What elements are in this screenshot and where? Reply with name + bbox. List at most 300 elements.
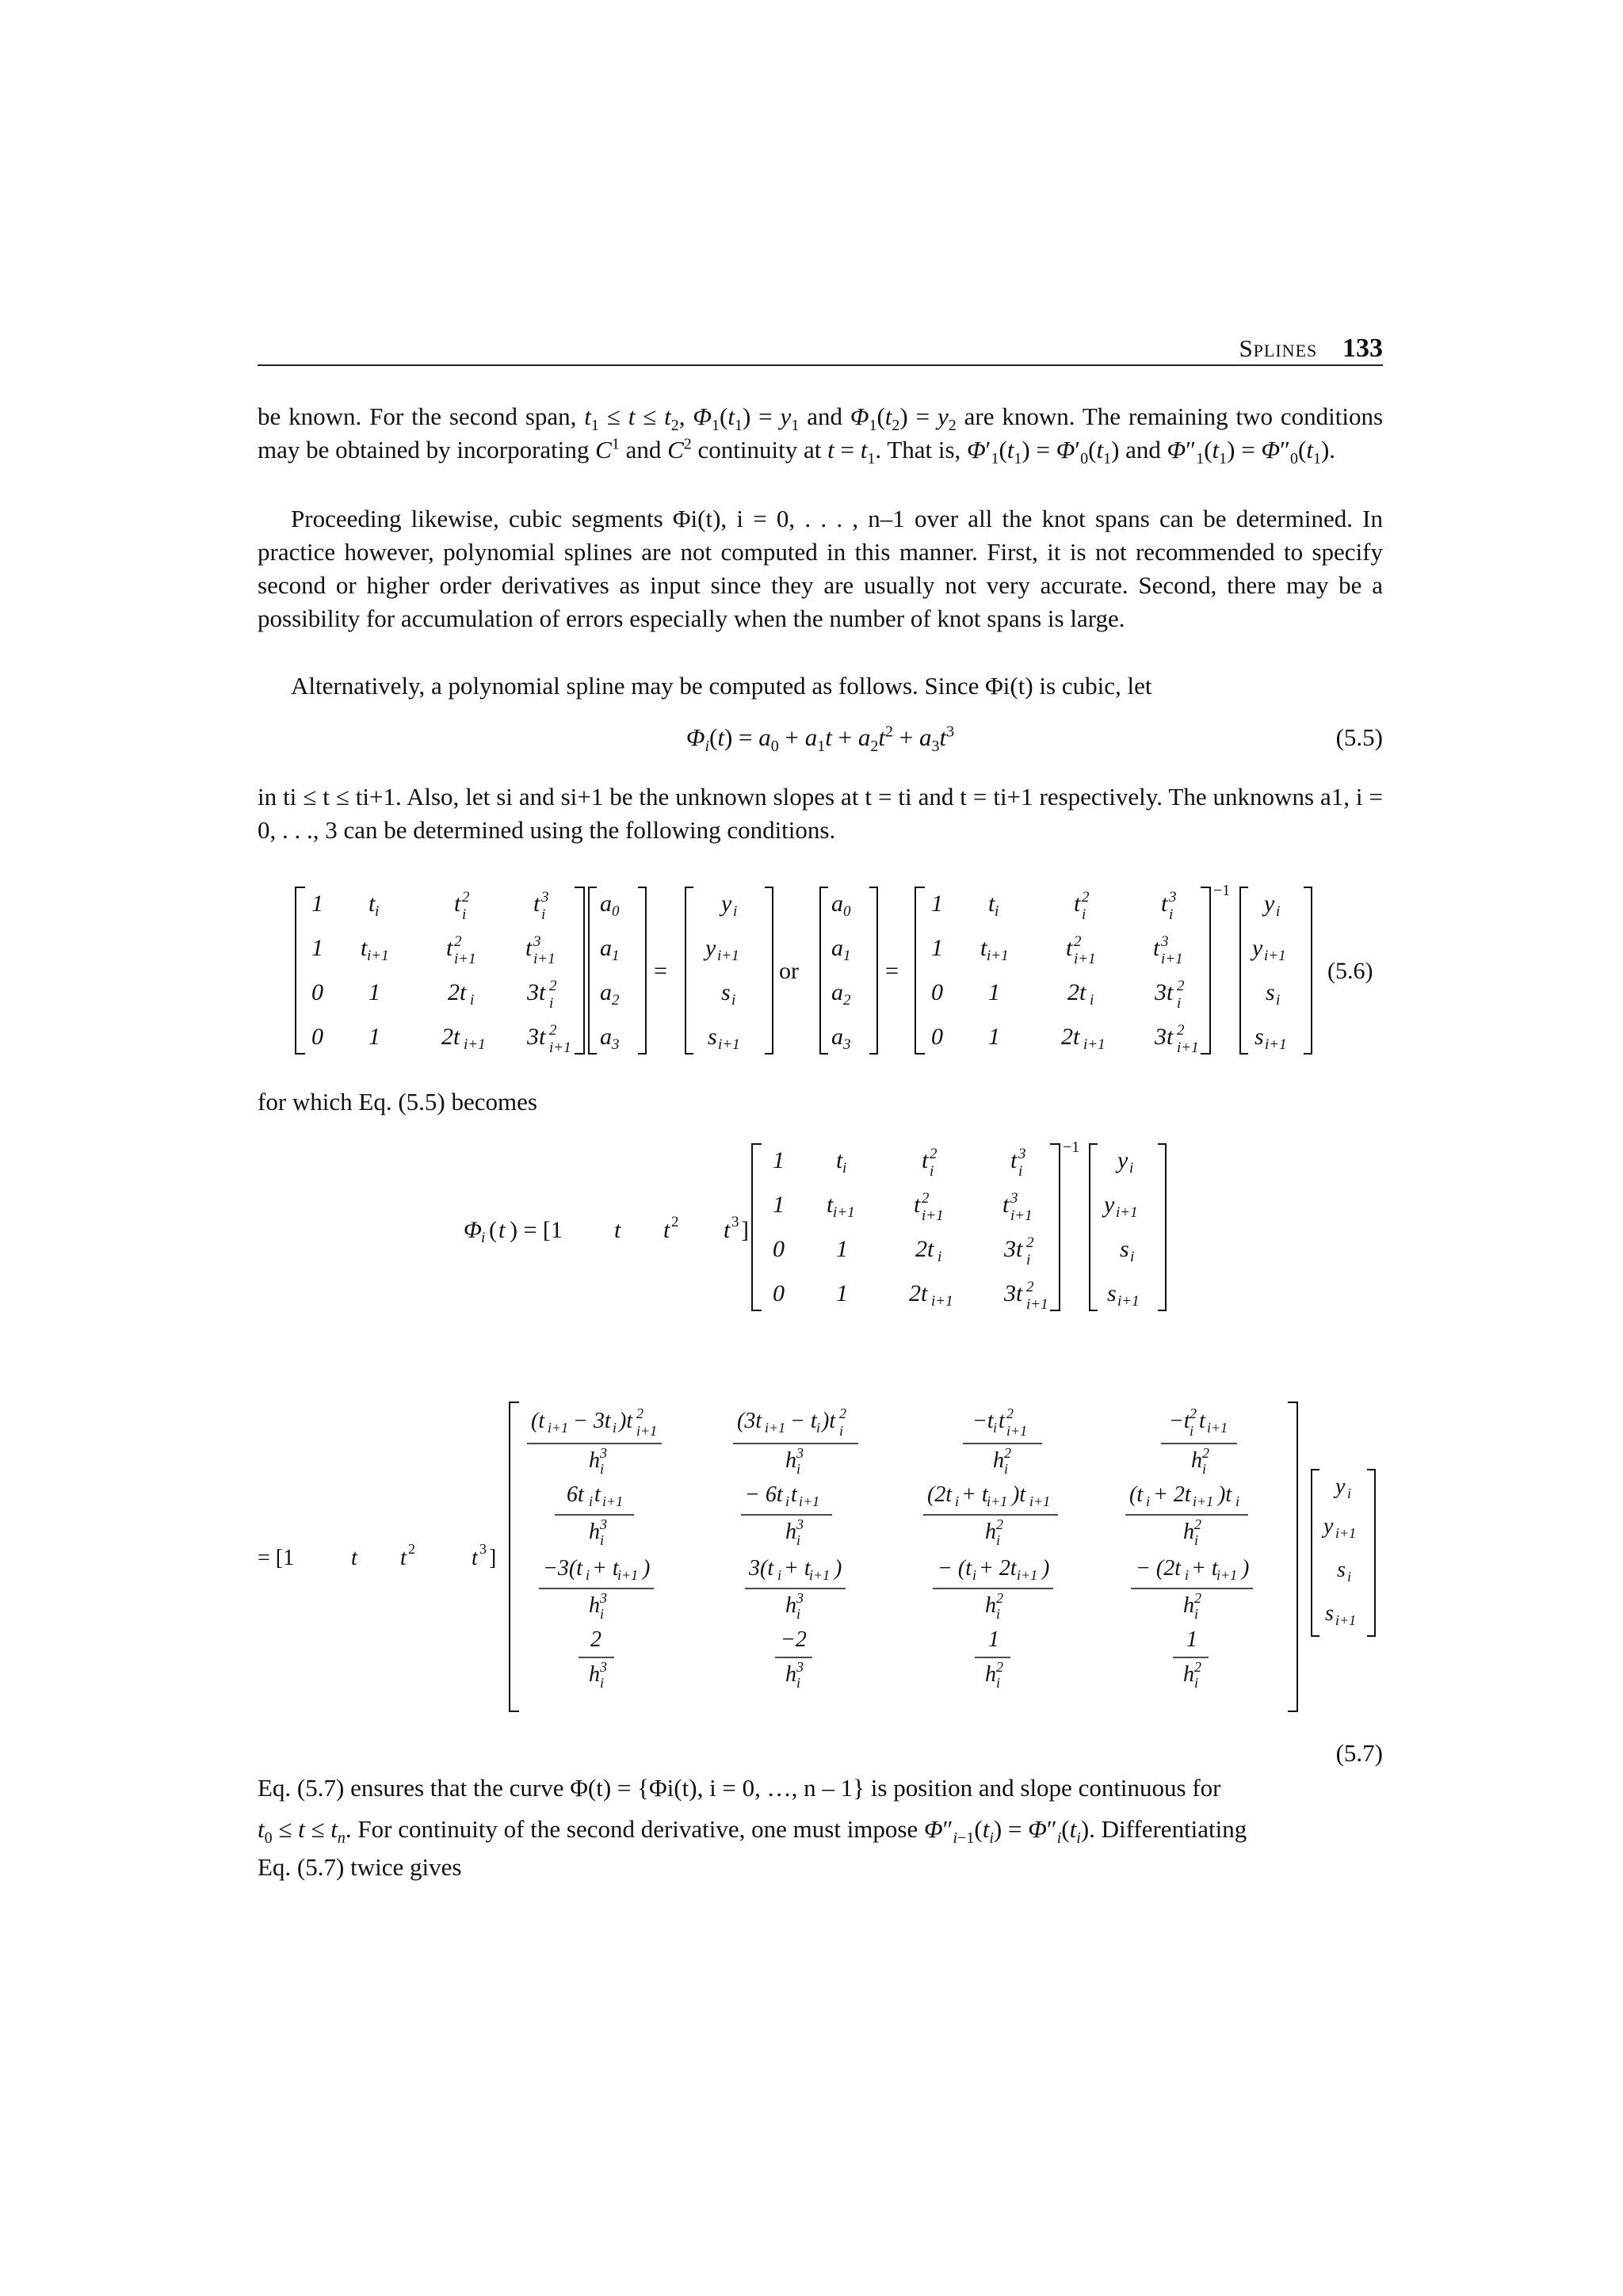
- paragraph-1: be known. For the second span, $t_1 \le t \le t_2$, $\Phi_1(t_1) = y_1$ and $\Phi_1(t_2) = y_2$ are known. The remaining two conditions may be obtained by incorporating $C^1$ and $C^2$ continuity at $t = t_1$. That is, $\Phi'_1(t_1) = \Phi'_0(t_1)$ and $\Phi''_1(t_1) = \Phi''_0(t_1)$.: [258, 402, 1384, 468]
- svg-text:0: 0: [773, 1236, 785, 1262]
- svg-text:1: 1: [931, 891, 943, 917]
- svg-text:−3(t: −3(t: [543, 1556, 582, 1581]
- svg-text:3: 3: [600, 1590, 607, 1606]
- svg-text:i+1: i+1: [718, 1036, 740, 1053]
- svg-text:2t: 2t: [1067, 979, 1086, 1005]
- svg-text:i+1: i+1: [1335, 1525, 1357, 1541]
- svg-text:−t: −t: [1169, 1409, 1190, 1433]
- svg-text:2: 2: [1202, 1445, 1209, 1461]
- svg-text:2t: 2t: [441, 1024, 460, 1050]
- svg-text:t: t: [827, 1192, 834, 1218]
- svg-text:t: t: [351, 1546, 357, 1570]
- svg-text:2: 2: [922, 1190, 930, 1207]
- svg-text:i: i: [731, 992, 736, 1009]
- svg-text:): ): [834, 1556, 842, 1581]
- svg-text:− 3t: − 3t: [573, 1409, 611, 1433]
- svg-text:6t: 6t: [567, 1482, 584, 1507]
- svg-text:i: i: [462, 906, 467, 923]
- svg-text:i: i: [375, 903, 380, 920]
- svg-text:3: 3: [541, 889, 549, 906]
- svg-text:3t: 3t: [1155, 979, 1174, 1005]
- svg-text:i: i: [1235, 1493, 1240, 1509]
- svg-text:3: 3: [1161, 933, 1169, 950]
- running-head: [258, 333, 1383, 366]
- svg-text:2: 2: [636, 1405, 643, 1421]
- svg-text:s: s: [1325, 1601, 1334, 1626]
- svg-text:2: 2: [549, 1022, 557, 1039]
- svg-text:i+1: i+1: [1006, 1423, 1028, 1439]
- equation-5-7: [258, 1394, 1383, 1727]
- svg-text:h: h: [589, 1520, 600, 1544]
- svg-text:i: i: [930, 1163, 934, 1180]
- svg-text:(t: (t: [531, 1409, 545, 1433]
- svg-text:3t: 3t: [527, 979, 546, 1005]
- svg-text:i: i: [1276, 903, 1281, 920]
- svg-text:t: t: [1074, 891, 1081, 917]
- svg-text:i: i: [586, 1567, 590, 1583]
- svg-text:i: i: [796, 1675, 801, 1691]
- svg-text:1: 1: [612, 948, 620, 964]
- svg-text:t: t: [999, 1409, 1005, 1433]
- svg-text:i+1: i+1: [549, 1039, 571, 1056]
- svg-text:h: h: [785, 1593, 796, 1618]
- svg-text:i: i: [589, 1493, 594, 1509]
- svg-text:i+1: i+1: [636, 1423, 658, 1439]
- svg-text:i+1: i+1: [1026, 1296, 1048, 1313]
- svg-text:i: i: [1177, 995, 1182, 1012]
- paragraph-6d: Eq. (5.7) twice gives: [258, 1853, 462, 1881]
- svg-text:h: h: [589, 1593, 600, 1618]
- svg-text:a: a: [831, 935, 843, 961]
- svg-text:2: 2: [843, 992, 851, 1009]
- svg-text:t: t: [525, 935, 533, 961]
- svg-text:h: h: [1183, 1520, 1194, 1544]
- svg-text:3t: 3t: [527, 1024, 546, 1050]
- svg-text:i+1: i+1: [464, 1036, 486, 1053]
- svg-text:2: 2: [1190, 1405, 1197, 1421]
- svg-text:s: s: [721, 979, 731, 1005]
- svg-text:h: h: [1183, 1593, 1194, 1618]
- svg-text:i: i: [996, 1532, 1001, 1548]
- paragraph-3: Alternatively, a polynomial spline may be computed as follows. Since Φi(t) is cubic, let: [291, 672, 1152, 700]
- svg-text:a: a: [831, 979, 843, 1005]
- svg-text:i: i: [1194, 1532, 1199, 1548]
- svg-text:i: i: [1347, 1569, 1352, 1585]
- svg-text:0: 0: [773, 1280, 785, 1306]
- svg-text:t: t: [791, 1482, 797, 1507]
- or-word: or: [779, 958, 799, 984]
- svg-text:1: 1: [931, 935, 943, 961]
- svg-text:i: i: [600, 1606, 605, 1622]
- svg-text:(: (: [489, 1217, 497, 1243]
- svg-text:t: t: [988, 891, 995, 917]
- svg-text:=: =: [885, 958, 899, 984]
- svg-text:i: i: [993, 1420, 998, 1436]
- svg-text:i+1: i+1: [1177, 1039, 1199, 1056]
- svg-text:i: i: [1130, 1249, 1135, 1265]
- svg-text:i: i: [733, 903, 738, 920]
- svg-text:3: 3: [600, 1445, 607, 1461]
- svg-text:2: 2: [1026, 1279, 1034, 1295]
- svg-text:2t: 2t: [909, 1280, 928, 1306]
- svg-text:1: 1: [988, 1627, 999, 1652]
- svg-text:2: 2: [612, 992, 620, 1009]
- svg-text:t: t: [663, 1217, 670, 1243]
- svg-text:i: i: [839, 1423, 844, 1439]
- svg-text:3: 3: [796, 1445, 804, 1461]
- svg-text:t: t: [1010, 1147, 1018, 1173]
- svg-text:i+1: i+1: [765, 1420, 786, 1436]
- svg-text:+ t: + t: [592, 1556, 619, 1581]
- paragraph-2: Proceeding likewise, cubic segments Φi(t), i = 0, . . . , n–1 over all the knot spans can be determined. In practice however, polynomial splines are not computed in this manner. First, it is not recommended to specify second or higher order derivatives as input since they are usually not very accurate. Second, there may be a possibility for accumulation of errors especially when the number of knot spans is large.: [258, 505, 1383, 632]
- svg-text:i: i: [796, 1532, 801, 1548]
- svg-text:t: t: [1153, 935, 1160, 961]
- equation-number: (5.6): [1327, 958, 1373, 984]
- svg-text:3: 3: [731, 1214, 739, 1230]
- svg-text:i: i: [1018, 1163, 1023, 1180]
- svg-text:i+1: i+1: [799, 1493, 820, 1509]
- svg-text:3: 3: [600, 1516, 607, 1532]
- svg-text:t: t: [922, 1147, 929, 1173]
- svg-text:2: 2: [930, 1146, 938, 1162]
- svg-text:− (t: − (t: [938, 1556, 972, 1581]
- svg-text:t: t: [369, 891, 376, 917]
- svg-text:s: s: [1337, 1558, 1346, 1582]
- svg-text:y: y: [721, 891, 732, 917]
- svg-text:)t: )t: [1218, 1482, 1232, 1507]
- svg-text:i: i: [842, 1160, 847, 1177]
- svg-text:i: i: [955, 1493, 960, 1509]
- svg-text:3t: 3t: [1004, 1236, 1023, 1262]
- svg-text:i: i: [796, 1606, 801, 1622]
- svg-text:t: t: [533, 891, 540, 917]
- svg-text:i+1: i+1: [717, 948, 739, 964]
- svg-text:−1: −1: [1213, 882, 1231, 899]
- svg-text:1: 1: [369, 979, 380, 1005]
- svg-text:i+1: i+1: [833, 1204, 855, 1221]
- svg-text:i: i: [1190, 1423, 1194, 1439]
- svg-text:3: 3: [1018, 1146, 1026, 1162]
- svg-text:i: i: [1194, 1606, 1199, 1622]
- svg-text:i+1: i+1: [987, 948, 1009, 964]
- paragraph-5: for which Eq. (5.5) becomes: [258, 1088, 537, 1116]
- svg-text:i: i: [541, 906, 546, 923]
- svg-text:h: h: [589, 1448, 600, 1473]
- svg-text:1: 1: [836, 1280, 848, 1306]
- svg-text:i: i: [1185, 1567, 1190, 1583]
- paragraph-6b: $t_0 \le t \le t_n$. For continuity of the second derivative, one must impose $\Phi''_{i-1}(t_i) = \Phi''_i(t_i)$. Differentiating: [258, 1815, 1247, 1848]
- svg-text:y: y: [1117, 1147, 1128, 1173]
- equation-5-5: $\Phi_i(t) = a_0 + a_1t + a_2t^2 + a_3t^3$ (5.5): [258, 721, 1383, 754]
- svg-text:i+1: i+1: [1083, 1036, 1106, 1053]
- svg-text:i+1: i+1: [367, 948, 389, 964]
- svg-text:i+1: i+1: [1161, 951, 1183, 967]
- svg-text:i: i: [1202, 1461, 1207, 1477]
- svg-text:3: 3: [600, 1659, 607, 1675]
- svg-text:a: a: [600, 891, 612, 917]
- svg-text:t: t: [1066, 935, 1073, 961]
- svg-text:i+1: i+1: [987, 1493, 1008, 1509]
- svg-text:)t: )t: [822, 1409, 836, 1433]
- svg-text:t: t: [498, 1217, 506, 1243]
- svg-text:= [1: = [1: [258, 1546, 295, 1570]
- svg-text:]: ]: [741, 1217, 749, 1243]
- svg-text:i+1: i+1: [1117, 1293, 1140, 1310]
- svg-text:2: 2: [1074, 933, 1082, 950]
- svg-text:2: 2: [549, 978, 557, 994]
- svg-text:+ t: + t: [1191, 1556, 1218, 1581]
- svg-text:(t: (t: [1129, 1482, 1144, 1507]
- svg-text:a: a: [600, 935, 612, 961]
- svg-text:h: h: [1183, 1662, 1194, 1687]
- svg-text:t: t: [400, 1546, 407, 1570]
- svg-text:3: 3: [796, 1516, 804, 1532]
- svg-text:t: t: [594, 1482, 601, 1507]
- svg-text:i+1: i+1: [1010, 1207, 1033, 1224]
- paragraph-6a: Eq. (5.7) ensures that the curve Φ(t) = {Φi(t), i = 0, …, n – 1} is position and slope continuous for: [258, 1774, 1221, 1802]
- svg-text:s: s: [1254, 1024, 1264, 1050]
- svg-text:2: 2: [996, 1516, 1003, 1532]
- svg-text:i: i: [996, 1675, 1001, 1691]
- svg-text:i+1: i+1: [1017, 1567, 1038, 1583]
- svg-text:h: h: [589, 1662, 600, 1687]
- svg-text:i: i: [1082, 906, 1086, 923]
- svg-text:i+1: i+1: [1193, 1493, 1214, 1509]
- svg-text:h: h: [1191, 1448, 1202, 1473]
- svg-text:3: 3: [479, 1541, 487, 1557]
- svg-text:1: 1: [773, 1147, 785, 1173]
- svg-text:− t: − t: [790, 1409, 817, 1433]
- svg-text:i: i: [1090, 992, 1094, 1009]
- svg-text:i: i: [796, 1461, 801, 1477]
- svg-text:i: i: [481, 1230, 486, 1246]
- svg-text:y: y: [1264, 891, 1275, 917]
- svg-text:t: t: [446, 935, 453, 961]
- svg-text:t: t: [724, 1217, 731, 1243]
- svg-text:h: h: [785, 1448, 796, 1473]
- svg-text:]: ]: [489, 1546, 497, 1570]
- svg-text:3t: 3t: [1155, 1024, 1174, 1050]
- svg-text:0: 0: [843, 903, 851, 920]
- svg-text:h: h: [785, 1520, 796, 1544]
- svg-text:1: 1: [836, 1236, 848, 1262]
- svg-text:2t: 2t: [915, 1236, 934, 1262]
- svg-text:2: 2: [590, 1627, 601, 1652]
- svg-text:t: t: [1161, 891, 1168, 917]
- svg-text:i+1: i+1: [922, 1207, 944, 1224]
- equation-5-6: [258, 871, 1383, 1070]
- svg-text:i: i: [613, 1420, 617, 1436]
- svg-text:y: y: [705, 935, 716, 961]
- svg-text:i+1: i+1: [931, 1293, 953, 1310]
- svg-text:a: a: [831, 1024, 843, 1050]
- svg-text:3: 3: [612, 1036, 620, 1053]
- svg-text:i+1: i+1: [809, 1567, 831, 1583]
- svg-text:h: h: [985, 1662, 996, 1687]
- svg-text:t: t: [980, 935, 987, 961]
- svg-text:1: 1: [1186, 1627, 1197, 1652]
- svg-text:i+1: i+1: [1264, 948, 1286, 964]
- svg-text:t: t: [914, 1192, 921, 1218]
- svg-text:y: y: [1323, 1514, 1334, 1539]
- page-number: 133: [1342, 334, 1383, 363]
- svg-text:3: 3: [796, 1659, 804, 1675]
- svg-text:t: t: [614, 1217, 621, 1243]
- svg-text:Φ: Φ: [464, 1217, 482, 1243]
- document-page: [258, 0, 1383, 2296]
- svg-text:t: t: [472, 1546, 478, 1570]
- svg-text:2: 2: [454, 933, 462, 950]
- svg-text:i+1: i+1: [1029, 1493, 1051, 1509]
- svg-text:3: 3: [1169, 889, 1177, 906]
- svg-text:3t: 3t: [1004, 1280, 1023, 1306]
- svg-text:2t: 2t: [448, 979, 467, 1005]
- svg-text:+ t: + t: [961, 1482, 988, 1507]
- svg-text:i+1: i+1: [1335, 1612, 1357, 1628]
- svg-text:(2t: (2t: [927, 1482, 953, 1507]
- svg-text:i+1: i+1: [602, 1493, 624, 1509]
- svg-text:2: 2: [671, 1214, 679, 1230]
- svg-text:0: 0: [311, 1024, 323, 1050]
- svg-text:0: 0: [931, 979, 943, 1005]
- svg-text:2: 2: [1177, 978, 1185, 994]
- svg-text:3(t: 3(t: [749, 1556, 774, 1581]
- svg-text:)t: )t: [1012, 1482, 1026, 1507]
- svg-text:s: s: [1107, 1280, 1117, 1306]
- svg-text:i: i: [1194, 1675, 1199, 1691]
- svg-text:s: s: [708, 1024, 717, 1050]
- svg-text:h: h: [785, 1662, 796, 1687]
- svg-text:i+1: i+1: [1074, 951, 1096, 967]
- svg-text:+ t: + t: [784, 1556, 811, 1581]
- svg-text:− (2t: − (2t: [1136, 1556, 1181, 1581]
- svg-text:2: 2: [839, 1405, 846, 1421]
- svg-text:i: i: [777, 1567, 782, 1583]
- svg-text:2: 2: [1082, 889, 1090, 906]
- equation-number: (5.5): [1335, 723, 1383, 751]
- svg-text:− 6t: − 6t: [745, 1482, 783, 1507]
- svg-text:i: i: [1026, 1252, 1031, 1268]
- svg-text:2: 2: [1026, 1234, 1034, 1251]
- svg-text:)t: )t: [619, 1409, 633, 1433]
- svg-text:1: 1: [988, 1024, 1000, 1050]
- svg-text:t: t: [361, 935, 368, 961]
- svg-text:−1: −1: [1063, 1138, 1080, 1156]
- svg-text:y: y: [1104, 1192, 1115, 1218]
- svg-text:2: 2: [1177, 1022, 1185, 1039]
- svg-text:a: a: [831, 891, 843, 917]
- svg-text:i: i: [816, 1420, 821, 1436]
- svg-text:t: t: [454, 891, 461, 917]
- svg-text:i+1: i+1: [617, 1567, 639, 1583]
- svg-text:y: y: [1335, 1474, 1346, 1499]
- svg-text:i: i: [972, 1567, 977, 1583]
- svg-text:2: 2: [1194, 1590, 1201, 1606]
- svg-text:i: i: [1169, 906, 1174, 923]
- svg-text:3: 3: [1010, 1190, 1018, 1207]
- svg-text:(3t: (3t: [737, 1409, 762, 1433]
- svg-text:i: i: [600, 1675, 605, 1691]
- svg-text:a: a: [600, 1024, 612, 1050]
- svg-text:3: 3: [843, 1036, 851, 1053]
- svg-text:t: t: [836, 1147, 843, 1173]
- svg-text:+ 2t: + 2t: [979, 1556, 1017, 1581]
- svg-text:): ): [643, 1556, 651, 1581]
- svg-text:0: 0: [931, 1024, 943, 1050]
- svg-text:1: 1: [988, 979, 1000, 1005]
- svg-text:3: 3: [796, 1590, 804, 1606]
- svg-text:i: i: [1146, 1493, 1151, 1509]
- svg-text:i: i: [1129, 1160, 1134, 1177]
- svg-text:1: 1: [369, 1024, 380, 1050]
- svg-text:=: =: [654, 958, 667, 984]
- svg-text:1: 1: [311, 935, 323, 961]
- svg-text:i: i: [549, 995, 554, 1012]
- svg-text:i: i: [1004, 1461, 1009, 1477]
- svg-text:) = [1: ) = [1: [510, 1217, 563, 1243]
- svg-text:): ): [1042, 1556, 1050, 1581]
- svg-text:i+1: i+1: [1216, 1567, 1238, 1583]
- svg-text:i: i: [470, 992, 475, 1009]
- svg-text:h: h: [993, 1448, 1004, 1473]
- svg-text:i: i: [996, 1606, 1001, 1622]
- svg-text:i: i: [1347, 1486, 1352, 1501]
- svg-text:s: s: [1120, 1236, 1129, 1262]
- svg-text:s: s: [1266, 979, 1275, 1005]
- svg-text:h: h: [985, 1520, 996, 1544]
- svg-text:2t: 2t: [1061, 1024, 1080, 1050]
- svg-text:2: 2: [1194, 1659, 1201, 1675]
- svg-text:0: 0: [612, 903, 620, 920]
- equation-phi-inverse: [258, 1133, 1383, 1323]
- svg-text:i: i: [1276, 992, 1281, 1009]
- svg-text:t: t: [1199, 1409, 1205, 1433]
- svg-text:i: i: [995, 903, 999, 920]
- svg-text:i+1: i+1: [548, 1420, 569, 1436]
- svg-text:1: 1: [311, 891, 323, 917]
- svg-text:): ): [1242, 1556, 1250, 1581]
- svg-text:1: 1: [773, 1192, 785, 1218]
- svg-text:2: 2: [1004, 1445, 1011, 1461]
- svg-text:h: h: [985, 1593, 996, 1618]
- svg-text:i: i: [600, 1461, 605, 1477]
- svg-text:i: i: [600, 1532, 605, 1548]
- svg-text:2: 2: [996, 1590, 1003, 1606]
- svg-text:i+1: i+1: [454, 951, 476, 967]
- svg-text:i+1: i+1: [1116, 1204, 1138, 1221]
- svg-text:1: 1: [843, 948, 851, 964]
- svg-text:0: 0: [311, 979, 323, 1005]
- svg-text:t: t: [1002, 1192, 1010, 1218]
- svg-text:a: a: [600, 979, 612, 1005]
- svg-text:3: 3: [533, 933, 541, 950]
- svg-text:i+1: i+1: [1207, 1420, 1228, 1436]
- svg-text:2: 2: [462, 889, 470, 906]
- svg-text:−2: −2: [781, 1627, 807, 1652]
- svg-text:i: i: [785, 1493, 790, 1509]
- svg-text:2: 2: [408, 1541, 415, 1557]
- equation-number-5-7: (5.7): [1335, 1739, 1383, 1767]
- svg-text:2: 2: [996, 1659, 1003, 1675]
- svg-text:i: i: [938, 1249, 942, 1265]
- svg-text:2: 2: [1194, 1516, 1201, 1532]
- chapter-title: Splines: [1239, 334, 1318, 362]
- svg-text:i+1: i+1: [533, 951, 556, 967]
- svg-text:−t: −t: [972, 1409, 994, 1433]
- svg-text:i+1: i+1: [1265, 1036, 1287, 1053]
- svg-text:+ 2t: + 2t: [1153, 1482, 1191, 1507]
- svg-text:y: y: [1252, 935, 1263, 961]
